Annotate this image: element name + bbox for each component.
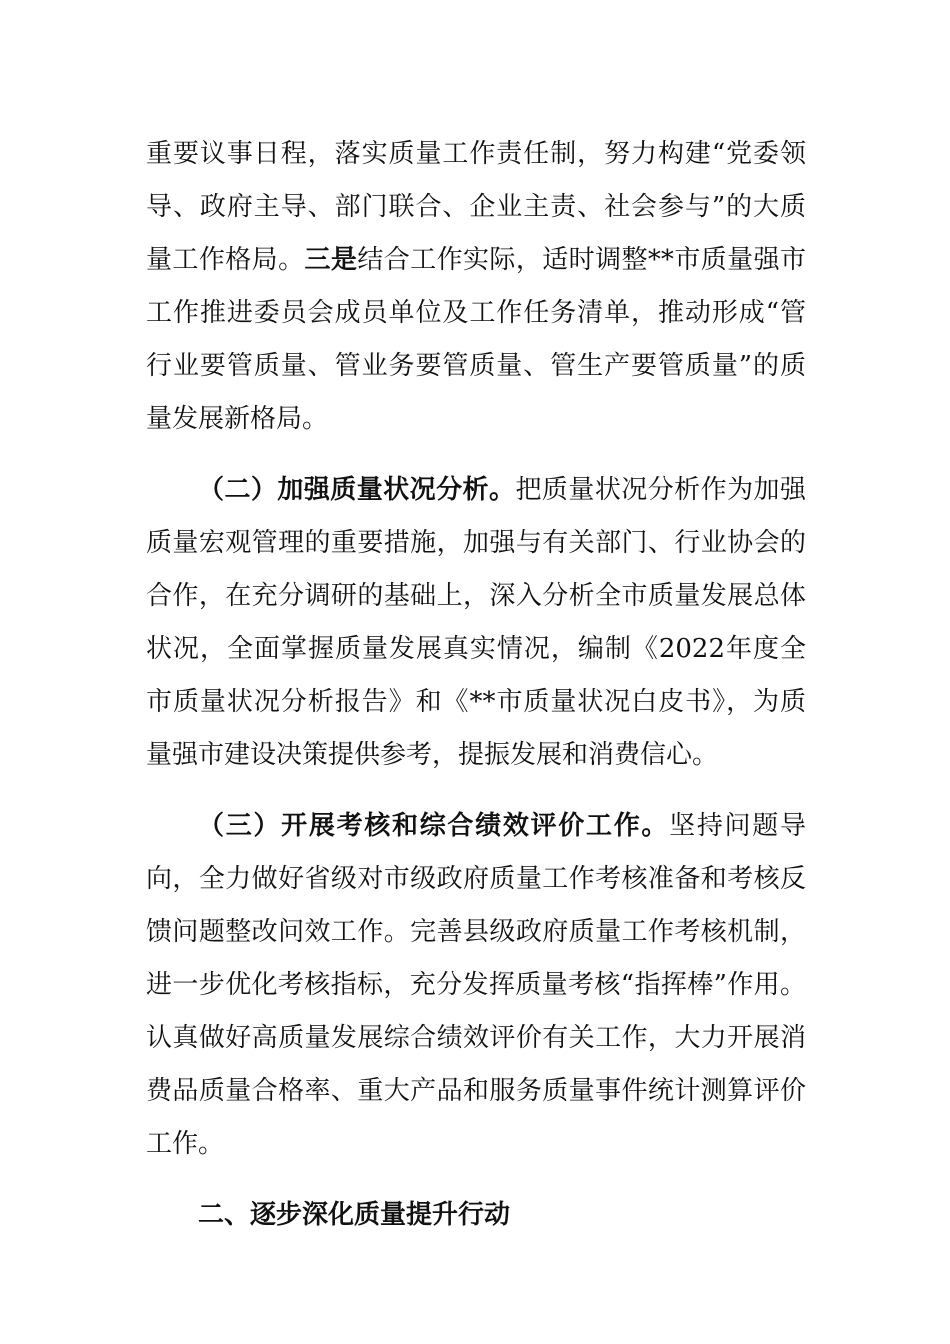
document-body <box>146 128 806 1242</box>
paragraph-continuation <box>146 128 806 446</box>
subsection-heading: （二）加强质量状况分析。 <box>198 475 516 505</box>
paragraph-text: 把质量状况分析作为加强质量宏观管理的重要措施，加强与有关部门、行业协会的合作，在充分调研的基础上，深入分析全市质量发展总体状况，全面掌握质量发展真实情况，编制《2022年度全市质量状况分析报告》和《**市质量状况白皮书》，为质量强市建设决策提供参考，提振发展和消费信心。 <box>146 475 806 770</box>
paragraph-text: 重要议事日程，落实质量工作责任制，努力构建“党委领导、政府主导、部门联合、企业主责、社会参与”的大质量工作格局。 <box>146 139 806 275</box>
paragraph-text: 坚持问题导向，全力做好省级对市级政府质量工作考核准备和考核反馈问题整改问效工作。完善县级政府质量工作考核机制，进一步优化考核指标，充分发挥质量考核“指挥棒”作用。认真做好高质量发展综合绩效评价有关工作，大力开展消费品质量合格率、重大产品和服务质量事件统计测算评价工作。 <box>146 811 806 1159</box>
subsection-heading: （三）开展考核和综合绩效评价工作。 <box>198 811 670 841</box>
paragraph-quality-analysis <box>146 464 806 782</box>
section-heading: 二、逐步深化质量提升行动 <box>198 1200 511 1230</box>
paragraph-text: 结合工作实际，适时调整**市质量强市工作推进委员会成员单位及工作任务清单，推动形成“管行业要管质量、管业务要管质量、管生产要管质量”的质量发展新格局。 <box>146 245 806 434</box>
bold-lead-term: 三是 <box>304 245 358 275</box>
paragraph-assessment <box>146 800 806 1171</box>
